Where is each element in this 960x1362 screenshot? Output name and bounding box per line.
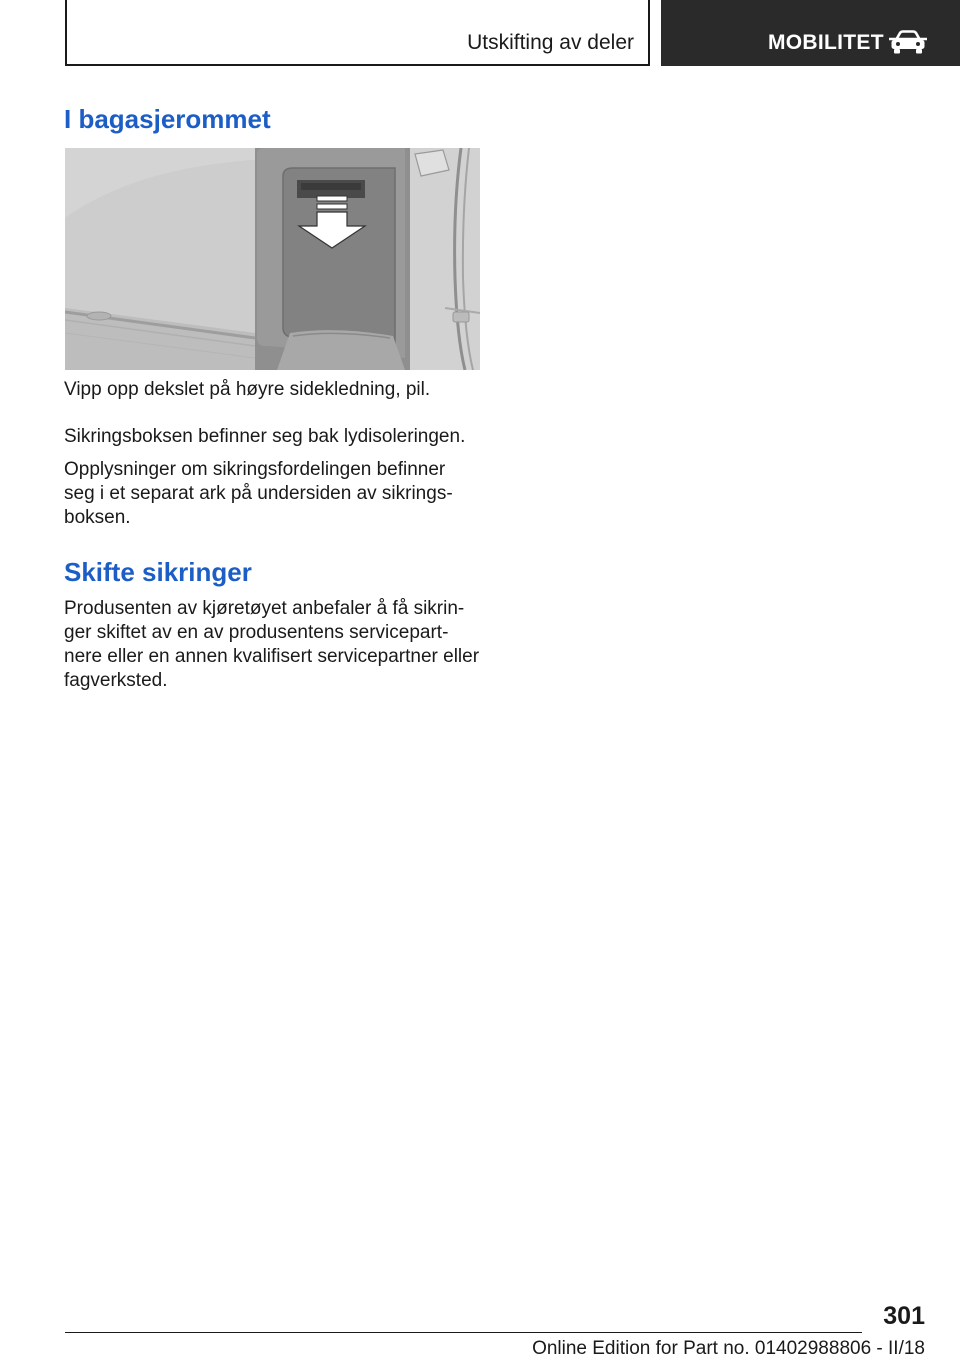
text-line: boksen. [64,507,131,528]
car-icon [889,29,927,55]
edition-footer: Online Edition for Part no. 01402988806 - II/18 [532,1338,925,1359]
text-line: Opplysninger om sikringsfordelingen befinner [64,459,446,480]
text-line: Vipp opp dekslet på høyre sidekledning, pil. [64,379,431,400]
section-title: Utskifting av deler [467,31,634,54]
text-line: nere eller en annen kvalifisert servicepartner eller [64,646,480,667]
chapter-title: MOBILITET [768,31,884,54]
header-chapter-box [661,0,960,66]
footer-divider [65,1332,862,1333]
fuse-info-paragraph [64,458,484,530]
replace-fuses-paragraph [64,597,484,693]
page-number: 301 [883,1302,925,1330]
text-line: Produsenten av kjøretøyet anbefaler å få sikrin- [64,598,465,619]
text-line: fagverksted. [64,670,168,691]
instruction-paragraph [64,378,484,402]
text-line: ger skiftet av en av produsentens servicepart- [64,622,449,643]
fuse-box-location-paragraph [64,425,484,449]
header-section-box [65,0,650,66]
text-line: Sikringsboksen befinner seg bak lydisoleringen. [64,426,466,447]
luggage-compartment-illustration [65,148,480,370]
text-line: seg i et separat ark på undersiden av sikrings- [64,483,453,504]
page-title: I bagasjerommet [64,104,271,134]
section-heading: Skifte sikringer [64,557,252,587]
